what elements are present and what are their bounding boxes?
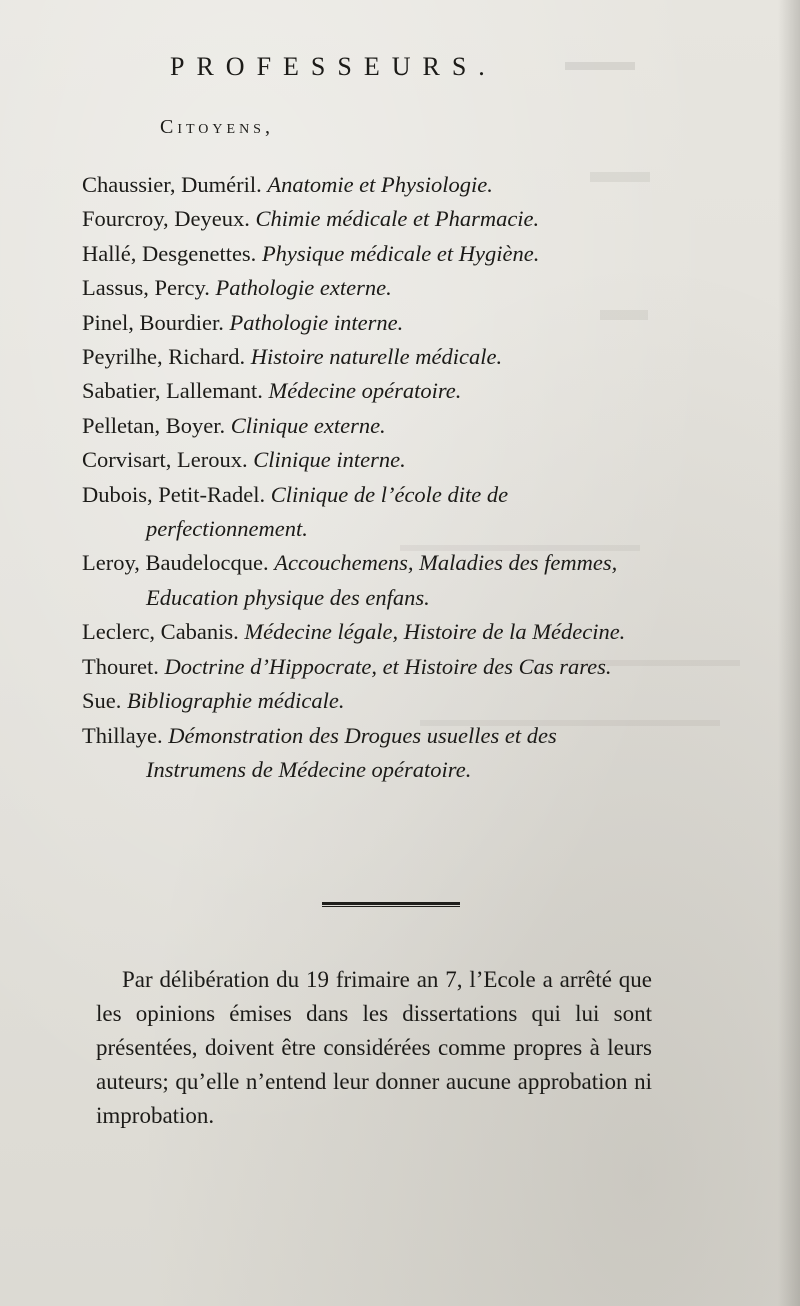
professor-names: Leroy, Baudelocque. <box>82 550 275 576</box>
professor-subject: Médecine légale, Histoire de la Médecine. <box>244 619 626 645</box>
professor-names: Thouret. <box>82 653 165 679</box>
professor-entry <box>82 306 652 340</box>
page-edge-shadow <box>778 0 800 1306</box>
professor-entry <box>82 615 652 649</box>
professor-subject: Accouchemens, Maladies des femmes, Education physique des enfans. <box>146 550 618 610</box>
professor-subject: Clinique interne. <box>253 447 406 473</box>
page-heading: PROFESSEURS. <box>170 52 497 81</box>
professor-subject: Histoire naturelle médicale. <box>250 344 503 370</box>
professor-names: Hallé, Desgenettes. <box>82 240 262 266</box>
professor-subject: Pathologie interne. <box>229 309 404 335</box>
professor-subject: Démonstration des Drogues usuelles et des Instrumens de Médecine opératoire. <box>146 722 557 782</box>
professor-entry <box>82 719 652 788</box>
professor-names: Sabatier, Lallemant. <box>82 378 269 404</box>
professor-names: Thillaye. <box>82 722 169 748</box>
professor-names: Dubois, Petit-Radel. <box>82 481 271 507</box>
professor-names: Corvisart, Leroux. <box>82 447 254 473</box>
professor-subject: Anatomie et Physiologie. <box>267 172 493 197</box>
professor-names: Chaussier, Duméril. <box>82 172 268 197</box>
bleed-through-mark <box>565 62 635 90</box>
professor-entry <box>82 443 652 477</box>
professor-entry <box>82 168 652 202</box>
professor-subject: Bibliographie médicale. <box>127 688 345 714</box>
professor-subject: Pathologie externe. <box>215 275 392 301</box>
professor-subject: Physique médicale et Hygiène. <box>261 240 540 266</box>
professor-entry <box>82 684 652 718</box>
professor-entry <box>82 409 652 443</box>
professor-entry <box>82 237 652 271</box>
professor-entry <box>82 202 652 236</box>
professor-subject: Doctrine d’Hippocrate, et Histoire des Cas rares. <box>164 653 612 679</box>
professor-subject: Médecine opératoire. <box>268 378 462 404</box>
section-divider <box>322 902 460 907</box>
professor-subject: Clinique externe. <box>230 412 386 438</box>
page-subheading: Citoyens, <box>160 116 274 138</box>
professor-names: Pelletan, Boyer. <box>82 412 231 438</box>
professor-entry <box>82 374 652 408</box>
professor-names: Lassus, Percy. <box>82 275 216 301</box>
professor-entry <box>82 650 652 684</box>
disclaimer-notice: Par délibération du 19 frimaire an 7, l’Ecole a arrêté que les opinions émises dans les dissertations qui lui sont présentées, doivent être considérées comme propres à leurs auteurs; qu’elle n’entend leur donner aucune approbation ni improbation. <box>96 967 652 1128</box>
professor-entry <box>82 478 652 547</box>
professor-names: Peyrilhe, Richard. <box>82 344 251 370</box>
professor-entry <box>82 546 652 615</box>
professor-names: Fourcroy, Deyeux. <box>82 206 256 232</box>
professor-names: Sue. <box>82 688 127 714</box>
professor-entry <box>82 271 652 305</box>
professor-entry <box>82 340 652 374</box>
professor-names: Leclerc, Cabanis. <box>82 619 245 645</box>
professor-names: Pinel, Bourdier. <box>82 309 230 335</box>
professor-subject: Chimie médicale et Pharmacie. <box>255 206 540 232</box>
professor-subject: Clinique de l’école dite de perfectionnement. <box>146 481 509 542</box>
professor-list <box>82 168 652 787</box>
